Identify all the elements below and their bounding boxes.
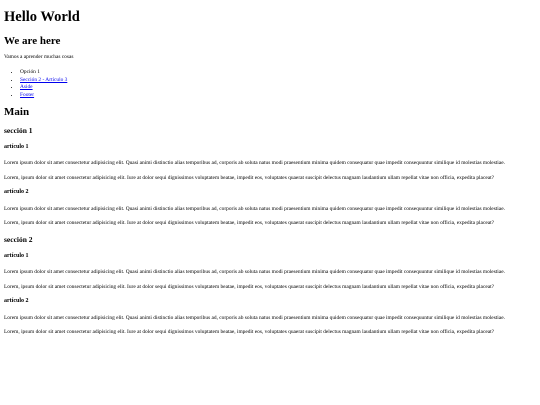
article-paragraph: Lorem, ipsum dolor sit amet consectetur adipisicing elit. Iure at dolor sequi dignissimos voluptatem beatae, impedit eos, voluptates quaerat suscipit delectus magnam laudantium ullam repellat vitae non officia, expedita placeat? [4, 283, 495, 290]
main-title: Main [4, 106, 30, 119]
article-paragraph: Lorem, ipsum dolor sit amet consectetur adipisicing elit. Iure at dolor sequi dignissimos voluptatem beatae, impedit eos, voluptates quaerat suscipit delectus magnam laudantium ullam repellat vitae non officia, expedita placeat? [4, 174, 495, 181]
nav-item-footer [20, 92, 536, 100]
article-2 [4, 189, 536, 228]
section-title: sección 2 [4, 234, 33, 244]
article-title: artículo 2 [4, 298, 29, 305]
main-content [4, 106, 536, 337]
page-title: Hello World [4, 9, 80, 25]
article-paragraph: Lorem, ipsum dolor sit amet consectetur adipisicing elit. Iure at dolor sequi dignissimos voluptatem beatae, impedit eos, voluptates quaerat suscipit delectus magnam laudantium ullam repellat vitae non officia, expedita placeat? [4, 220, 495, 227]
nav-menu [4, 69, 536, 99]
nav-item-label: Opción 1 [20, 68, 40, 75]
article-title: artículo 1 [4, 252, 29, 259]
intro-text: Vamos a aprender muchas cosas [4, 54, 74, 61]
article-title: artículo 2 [4, 189, 29, 196]
nav-item-seccion-2-articulo-3 [20, 77, 536, 85]
nav-item-opcion-1 [20, 69, 536, 77]
nav-item-aside [20, 84, 536, 92]
article-1 [4, 253, 536, 292]
article-paragraph: Lorem ipsum dolor sit amet consectetur adipisicing elit. Quasi animi distinctio alias temporibus ad, corporis ab soluta natus modi praesentium minima quidem consequatur quae impedit consequuntur similique id molestias molestiae. [4, 269, 505, 276]
article-2 [4, 298, 536, 337]
article-1 [4, 144, 536, 183]
article-paragraph: Lorem, ipsum dolor sit amet consectetur adipisicing elit. Iure at dolor sequi dignissimos voluptatem beatae, impedit eos, voluptates quaerat suscipit delectus magnam laudantium ullam repellat vitae non officia, expedita placeat? [4, 329, 495, 336]
page-header [4, 9, 536, 99]
section-1 [4, 126, 536, 228]
page-subtitle: We are here [4, 34, 61, 47]
nav-link-aside[interactable]: Aside [20, 84, 33, 91]
article-title: artículo 1 [4, 143, 29, 150]
article-paragraph: Lorem ipsum dolor sit amet consectetur adipisicing elit. Quasi animi distinctio alias temporibus ad, corporis ab soluta natus modi praesentium minima quidem consequatur quae impedit consequuntur similique id molestias molestiae. [4, 314, 505, 321]
nav-link-footer[interactable]: Footer [20, 91, 35, 98]
section-2 [4, 235, 536, 337]
section-title: sección 1 [4, 125, 33, 135]
nav-link-seccion-2-articulo-3[interactable]: Sección 2 - Artículo 3 [20, 76, 68, 83]
article-paragraph: Lorem ipsum dolor sit amet consectetur adipisicing elit. Quasi animi distinctio alias temporibus ad, corporis ab soluta natus modi praesentium minima quidem consequatur quae impedit consequuntur similique id molestias molestiae. [4, 160, 505, 167]
article-paragraph: Lorem ipsum dolor sit amet consectetur adipisicing elit. Quasi animi distinctio alias temporibus ad, corporis ab soluta natus modi praesentium minima quidem consequatur quae impedit consequuntur similique id molestias molestiae. [4, 205, 505, 212]
